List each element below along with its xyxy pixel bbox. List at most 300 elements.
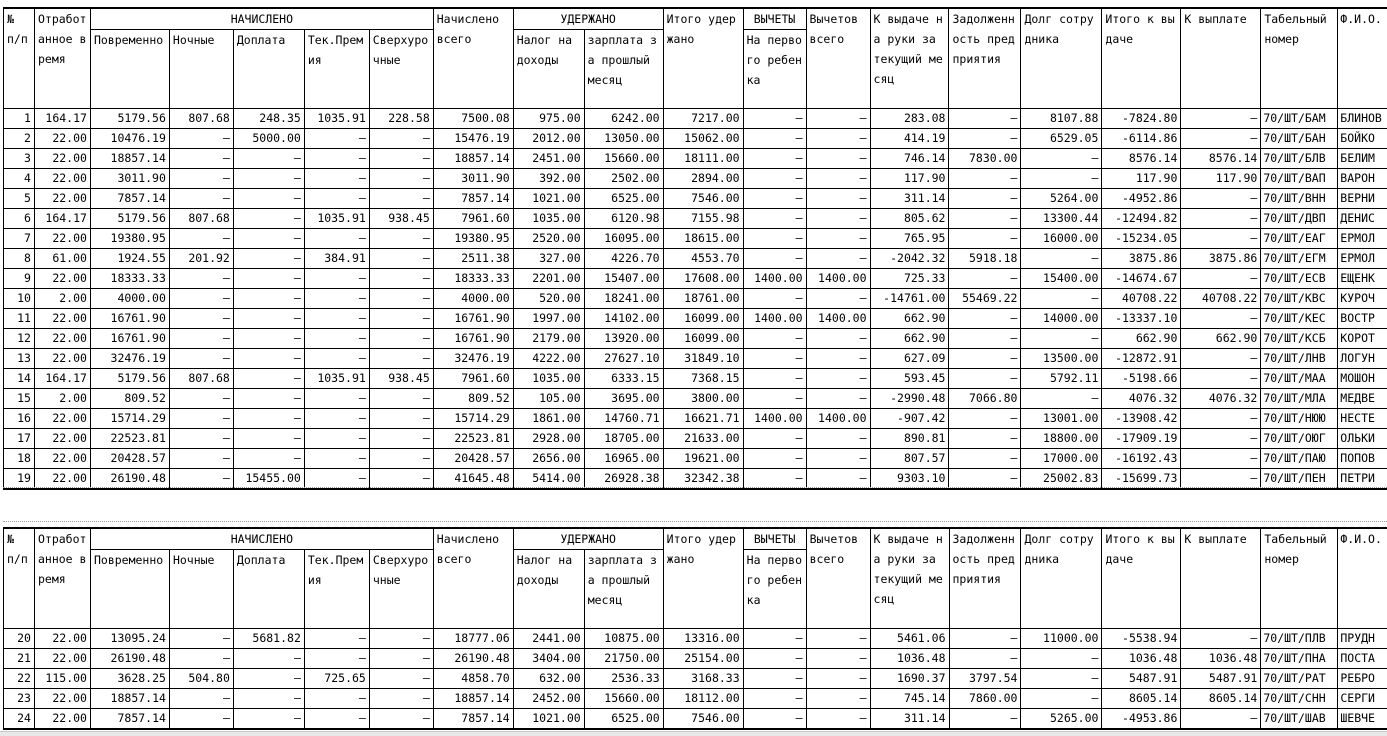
header-night: Ночные (169, 30, 233, 109)
table-cell: – (1181, 629, 1261, 649)
table-cell: 22.00 (34, 709, 90, 730)
table-cell: 10 (4, 289, 35, 309)
table-cell: 18857.14 (433, 689, 513, 709)
table-cell: 11 (4, 309, 35, 329)
table-cell: 16621.71 (663, 409, 743, 429)
table-cell: – (949, 349, 1021, 369)
table-cell: – (304, 129, 369, 149)
table-cell: 1036.48 (1181, 649, 1261, 669)
table-cell: – (743, 429, 806, 449)
table-cell: 70/ШТ/ПЛВ (1261, 629, 1338, 649)
table-cell: – (1181, 449, 1261, 469)
table-cell: 16099.00 (663, 309, 743, 329)
table-cell: 6 (4, 209, 35, 229)
table-cell: – (304, 309, 369, 329)
table-cell: 7830.00 (949, 149, 1021, 169)
table-cell: – (1021, 149, 1102, 169)
table-cell: – (949, 409, 1021, 429)
table-cell: 5792.11 (1021, 369, 1102, 389)
table-cell: – (233, 689, 304, 709)
header-tab-number: Табельный номер (1261, 8, 1338, 109)
table-cell: ЕЩЕНК (1338, 269, 1387, 289)
table-cell: 18705.00 (584, 429, 663, 449)
table-cell: 3800.00 (663, 389, 743, 409)
table-cell: – (169, 169, 233, 189)
header-bonus: Тек.Премия (304, 30, 369, 109)
table-cell: 5487.91 (1102, 669, 1181, 689)
table-cell: – (806, 249, 870, 269)
table-cell: 725.33 (870, 269, 949, 289)
table-row (4, 709, 1387, 730)
table-cell: – (304, 229, 369, 249)
table-cell: – (806, 389, 870, 409)
table-cell: 11000.00 (1021, 629, 1102, 649)
payroll-table (3, 527, 1387, 730)
table-cell: 2502.00 (584, 169, 663, 189)
table-cell: 807.68 (169, 209, 233, 229)
table-cell: 17 (4, 429, 35, 449)
table-row (4, 289, 1387, 309)
table-cell: – (304, 649, 369, 669)
table-cell: 20428.57 (433, 449, 513, 469)
table-cell: – (806, 209, 870, 229)
table-cell: БЕЛИМ (1338, 149, 1387, 169)
table-cell: – (169, 309, 233, 329)
header-tab-number: Табельный номер (1261, 528, 1338, 629)
table-cell: – (949, 269, 1021, 289)
table-cell: БЛИНОВ (1338, 109, 1387, 129)
table-cell: 627.09 (870, 349, 949, 369)
table-cell: 6525.00 (584, 709, 663, 730)
table-cell: 70/ШТ/БЛВ (1261, 149, 1338, 169)
table-cell: 1035.00 (513, 369, 584, 389)
table-cell: 3695.00 (584, 389, 663, 409)
table-cell: – (304, 409, 369, 429)
table-cell: 22.00 (34, 449, 90, 469)
table-cell: 13 (4, 349, 35, 369)
table-row (4, 669, 1387, 689)
table-cell: – (743, 629, 806, 649)
table-cell: 13300.44 (1021, 209, 1102, 229)
table-cell: 4553.70 (663, 249, 743, 269)
table-cell: 746.14 (870, 149, 949, 169)
table-cell: – (1181, 369, 1261, 389)
table-cell: – (304, 709, 369, 730)
table-cell: 8576.14 (1102, 149, 1181, 169)
table-cell: ЛОГУН (1338, 349, 1387, 369)
table-cell: – (1181, 189, 1261, 209)
header-fio: Ф.И.О. (1338, 8, 1387, 109)
table-cell: 22 (4, 669, 35, 689)
table-cell: – (169, 409, 233, 429)
header-withheld-group: УДЕРЖАНО (513, 528, 663, 550)
table-cell: – (743, 189, 806, 209)
table-cell: 70/ШТ/РАТ (1261, 669, 1338, 689)
table-cell: – (169, 449, 233, 469)
table-cell: – (806, 189, 870, 209)
table-cell: 117.90 (1181, 169, 1261, 189)
table-cell: 14000.00 (1021, 309, 1102, 329)
table-cell: – (233, 169, 304, 189)
table-cell: 18241.00 (584, 289, 663, 309)
table-cell: – (1181, 109, 1261, 129)
table-cell: 1861.00 (513, 409, 584, 429)
table-cell: 807.68 (169, 109, 233, 129)
table-cell: – (369, 349, 433, 369)
table-cell: 7500.08 (433, 109, 513, 129)
table-cell: 1036.48 (1102, 649, 1181, 669)
table-cell: – (949, 229, 1021, 249)
table-cell: – (233, 369, 304, 389)
table-cell: 311.14 (870, 189, 949, 209)
table-cell: 164.17 (34, 209, 90, 229)
table-cell: 17608.00 (663, 269, 743, 289)
table-cell: – (369, 709, 433, 730)
table-cell: – (233, 269, 304, 289)
header-company-debt: Задолженность предприятия (949, 528, 1021, 629)
table-cell: 1035.91 (304, 209, 369, 229)
table-cell: – (806, 649, 870, 669)
table-cell: – (369, 669, 433, 689)
table-cell: 662.90 (1102, 329, 1181, 349)
table-cell: – (806, 449, 870, 469)
table-cell: 16965.00 (584, 449, 663, 469)
header-overtime: Сверхурочные (369, 30, 433, 109)
table-cell: 2 (4, 129, 35, 149)
table-cell: – (233, 449, 304, 469)
table-cell: – (1021, 289, 1102, 309)
table-cell: – (233, 209, 304, 229)
table-cell: 5264.00 (1021, 189, 1102, 209)
table-cell: – (743, 689, 806, 709)
table-cell: 5461.06 (870, 629, 949, 649)
table-cell: 807.57 (870, 449, 949, 469)
table-cell: 22.00 (34, 429, 90, 449)
header-total-payout: Итого к выдаче (1102, 528, 1181, 629)
table-cell: 3628.25 (90, 669, 169, 689)
table-cell: – (233, 189, 304, 209)
table-cell: 55469.22 (949, 289, 1021, 309)
table-cell: – (806, 349, 870, 369)
table-cell: 392.00 (513, 169, 584, 189)
table-cell: – (743, 449, 806, 469)
table-cell: 40708.22 (1102, 289, 1181, 309)
table-cell: 18111.00 (663, 149, 743, 169)
table-cell: 6525.00 (584, 189, 663, 209)
table-cell: 15660.00 (584, 689, 663, 709)
table-cell: – (1021, 689, 1102, 709)
table-cell: 164.17 (34, 109, 90, 129)
table-cell: 384.91 (304, 249, 369, 269)
table-cell: 3011.90 (433, 169, 513, 189)
table-row (4, 209, 1387, 229)
table-cell: -12494.82 (1102, 209, 1181, 229)
table-cell: – (806, 229, 870, 249)
table-cell: – (369, 289, 433, 309)
table-cell: -14674.67 (1102, 269, 1181, 289)
table-cell: – (369, 429, 433, 449)
table-cell: 1036.48 (870, 649, 949, 669)
table-cell: – (369, 689, 433, 709)
table-cell: 40708.22 (1181, 289, 1261, 309)
table-cell: -4952.86 (1102, 189, 1181, 209)
table-cell: – (304, 349, 369, 369)
table-cell: 5487.91 (1181, 669, 1261, 689)
header-payout-current: К выдаче на руки за текущий месяц (870, 8, 949, 109)
table-cell: – (369, 309, 433, 329)
table-cell: – (949, 429, 1021, 449)
table-cell: – (304, 469, 369, 490)
table-cell: 5179.56 (90, 209, 169, 229)
table-cell: – (233, 149, 304, 169)
table-cell: 22.00 (34, 149, 90, 169)
table-cell: – (369, 149, 433, 169)
table-cell: – (949, 469, 1021, 490)
table-cell: ВАРОН (1338, 169, 1387, 189)
table-cell: 20428.57 (90, 449, 169, 469)
table-cell: 115.00 (34, 669, 90, 689)
table-cell: МОШОН (1338, 369, 1387, 389)
table-row (4, 329, 1387, 349)
table-row (4, 649, 1387, 669)
header-first-child: На первого ребенка (743, 30, 806, 109)
payroll-table (3, 7, 1387, 490)
table-cell: РЕБРО (1338, 669, 1387, 689)
table-cell: 7961.60 (433, 209, 513, 229)
table-cell: 21633.00 (663, 429, 743, 449)
header-tax: Налог на доходы (513, 30, 584, 109)
table-cell: 7155.98 (663, 209, 743, 229)
table-cell: – (169, 629, 233, 649)
table-cell: 1 (4, 109, 35, 129)
table-cell: 70/ШТ/ВАП (1261, 169, 1338, 189)
table-cell: 7546.00 (663, 189, 743, 209)
table-cell: 41645.48 (433, 469, 513, 490)
table-cell: – (304, 429, 369, 449)
table-cell: 25154.00 (663, 649, 743, 669)
table-cell: – (1181, 229, 1261, 249)
table-cell: 809.52 (90, 389, 169, 409)
table-cell: – (169, 149, 233, 169)
table-cell: 975.00 (513, 109, 584, 129)
table-cell: 22523.81 (90, 429, 169, 449)
table-cell: 16095.00 (584, 229, 663, 249)
table-cell: – (743, 249, 806, 269)
table-body (4, 109, 1387, 490)
table-cell: 18857.14 (433, 149, 513, 169)
table-cell: КОРОТ (1338, 329, 1387, 349)
table-cell: – (949, 209, 1021, 229)
table-cell: СЕРГИ (1338, 689, 1387, 709)
table-cell: 2201.00 (513, 269, 584, 289)
header-accrued-group: НАЧИСЛЕНО (90, 8, 433, 30)
table-cell: 117.90 (870, 169, 949, 189)
table-cell: 22.00 (34, 229, 90, 249)
table-cell: – (743, 209, 806, 229)
table-cell: 4000.00 (433, 289, 513, 309)
header-withheld-total: Итого удержано (663, 8, 743, 109)
table-cell: – (304, 329, 369, 349)
header-past-salary: зарплата за прошлый месяц (584, 550, 663, 629)
table-cell: ПОСТА (1338, 649, 1387, 669)
table-row (4, 169, 1387, 189)
table-cell: 22.00 (34, 129, 90, 149)
table-cell: 6529.05 (1021, 129, 1102, 149)
table-cell: – (1181, 209, 1261, 229)
table-cell: – (169, 289, 233, 309)
table-row (4, 689, 1387, 709)
table-cell: 24 (4, 709, 35, 730)
table-cell: 14102.00 (584, 309, 663, 329)
table-cell: 2441.00 (513, 629, 584, 649)
table-cell: – (949, 189, 1021, 209)
table-cell: 16761.90 (90, 329, 169, 349)
table-cell: – (806, 709, 870, 730)
table-cell: – (743, 149, 806, 169)
table-cell: 414.19 (870, 129, 949, 149)
table-cell: – (806, 629, 870, 649)
table-cell: – (1021, 249, 1102, 269)
header-to-pay: К выплате (1181, 528, 1261, 629)
table-cell: – (369, 329, 433, 349)
table-cell: 8107.88 (1021, 109, 1102, 129)
table-cell: 12 (4, 329, 35, 349)
table-cell: – (304, 449, 369, 469)
table-cell: – (1181, 309, 1261, 329)
table-cell: 20 (4, 629, 35, 649)
table-cell: 4076.32 (1102, 389, 1181, 409)
table-cell: 2179.00 (513, 329, 584, 349)
table-cell: 2511.38 (433, 249, 513, 269)
table-cell: 8605.14 (1181, 689, 1261, 709)
table-cell: 22.00 (34, 349, 90, 369)
table-cell: 228.58 (369, 109, 433, 129)
header-extra: Доплата (233, 30, 304, 109)
table-cell: 4076.32 (1181, 389, 1261, 409)
table-cell: – (806, 469, 870, 490)
table-cell: 5414.00 (513, 469, 584, 490)
table-cell: 593.45 (870, 369, 949, 389)
header-deductions-total: Вычетов всего (806, 528, 870, 629)
table-cell: 32476.19 (90, 349, 169, 369)
table-cell: 6242.00 (584, 109, 663, 129)
table-row (4, 629, 1387, 649)
table-cell: 18857.14 (90, 149, 169, 169)
table-cell: – (169, 129, 233, 149)
table-row (4, 369, 1387, 389)
table-cell: 1400.00 (806, 309, 870, 329)
table-cell: 70/ШТ/ПНА (1261, 649, 1338, 669)
table-cell: 22.00 (34, 329, 90, 349)
table-cell: 5000.00 (233, 129, 304, 149)
table-cell: КУРОЧ (1338, 289, 1387, 309)
table-cell: БОЙКО (1338, 129, 1387, 149)
table-cell: – (233, 229, 304, 249)
table-cell: 18857.14 (90, 689, 169, 709)
header-accrued-total: Начислено всего (433, 8, 513, 109)
table-cell: 15714.29 (433, 409, 513, 429)
table-cell: 14 (4, 369, 35, 389)
table-cell: – (806, 149, 870, 169)
table-cell: 61.00 (34, 249, 90, 269)
table-cell: – (743, 129, 806, 149)
table-cell: 21750.00 (584, 649, 663, 669)
table-cell: ПЕТРИ (1338, 469, 1387, 490)
table-cell: – (743, 389, 806, 409)
table-cell: 22.00 (34, 409, 90, 429)
table-cell: 2.00 (34, 389, 90, 409)
table-cell: 117.90 (1102, 169, 1181, 189)
header-total-payout: Итого к выдаче (1102, 8, 1181, 109)
table-cell: 1021.00 (513, 709, 584, 730)
table-cell: 15407.00 (584, 269, 663, 289)
table-cell: 21 (4, 649, 35, 669)
table-cell: 22.00 (34, 469, 90, 490)
table-cell: – (949, 649, 1021, 669)
table-cell: 70/ШТ/ВНН (1261, 189, 1338, 209)
table-cell: – (304, 389, 369, 409)
table-cell: 16099.00 (663, 329, 743, 349)
table-cell: 1924.55 (90, 249, 169, 269)
table-cell: – (1021, 649, 1102, 669)
table-cell: – (743, 469, 806, 490)
table-cell: 10476.19 (90, 129, 169, 149)
table-cell: 13095.24 (90, 629, 169, 649)
header-deductions-total: Вычетов всего (806, 8, 870, 109)
table-cell: 70/ШТ/ЛНВ (1261, 349, 1338, 369)
table-cell: 70/ШТ/ЕГМ (1261, 249, 1338, 269)
table-cell: – (1021, 329, 1102, 349)
table-cell: 70/ШТ/НЮЮ (1261, 409, 1338, 429)
table-cell: -15234.05 (1102, 229, 1181, 249)
table-cell: – (304, 269, 369, 289)
table-cell: -6114.86 (1102, 129, 1181, 149)
header-accrued-group: НАЧИСЛЕНО (90, 528, 433, 550)
table-cell: – (949, 309, 1021, 329)
table-row (4, 189, 1387, 209)
table-cell: 16000.00 (1021, 229, 1102, 249)
table-cell: -2990.48 (870, 389, 949, 409)
table-cell: 13500.00 (1021, 349, 1102, 369)
header-worked-time: Отработанное время (34, 8, 90, 109)
table-cell: 327.00 (513, 249, 584, 269)
table-cell: – (369, 189, 433, 209)
table-cell: – (806, 129, 870, 149)
table-cell: 1021.00 (513, 189, 584, 209)
table-cell: 15476.19 (433, 129, 513, 149)
table-cell: 22.00 (34, 309, 90, 329)
table-cell: – (369, 629, 433, 649)
table-cell: – (1021, 389, 1102, 409)
table-cell: 70/ШТ/СНН (1261, 689, 1338, 709)
table-cell: – (169, 229, 233, 249)
table-cell: 18777.06 (433, 629, 513, 649)
table-cell: 7368.15 (663, 369, 743, 389)
table-cell: – (806, 689, 870, 709)
table-cell: -2042.32 (870, 249, 949, 269)
header-bonus: Тек.Премия (304, 550, 369, 629)
table-cell: 18112.00 (663, 689, 743, 709)
table-cell: 2451.00 (513, 149, 584, 169)
table-cell: 32476.19 (433, 349, 513, 369)
table-cell: -907.42 (870, 409, 949, 429)
table-cell: 1400.00 (806, 269, 870, 289)
table-body (4, 629, 1387, 730)
table-cell: -4953.86 (1102, 709, 1181, 730)
horizontal-scrollbar[interactable] (0, 731, 1387, 736)
table-cell: – (369, 649, 433, 669)
table-cell: 70/ШТ/КСБ (1261, 329, 1338, 349)
